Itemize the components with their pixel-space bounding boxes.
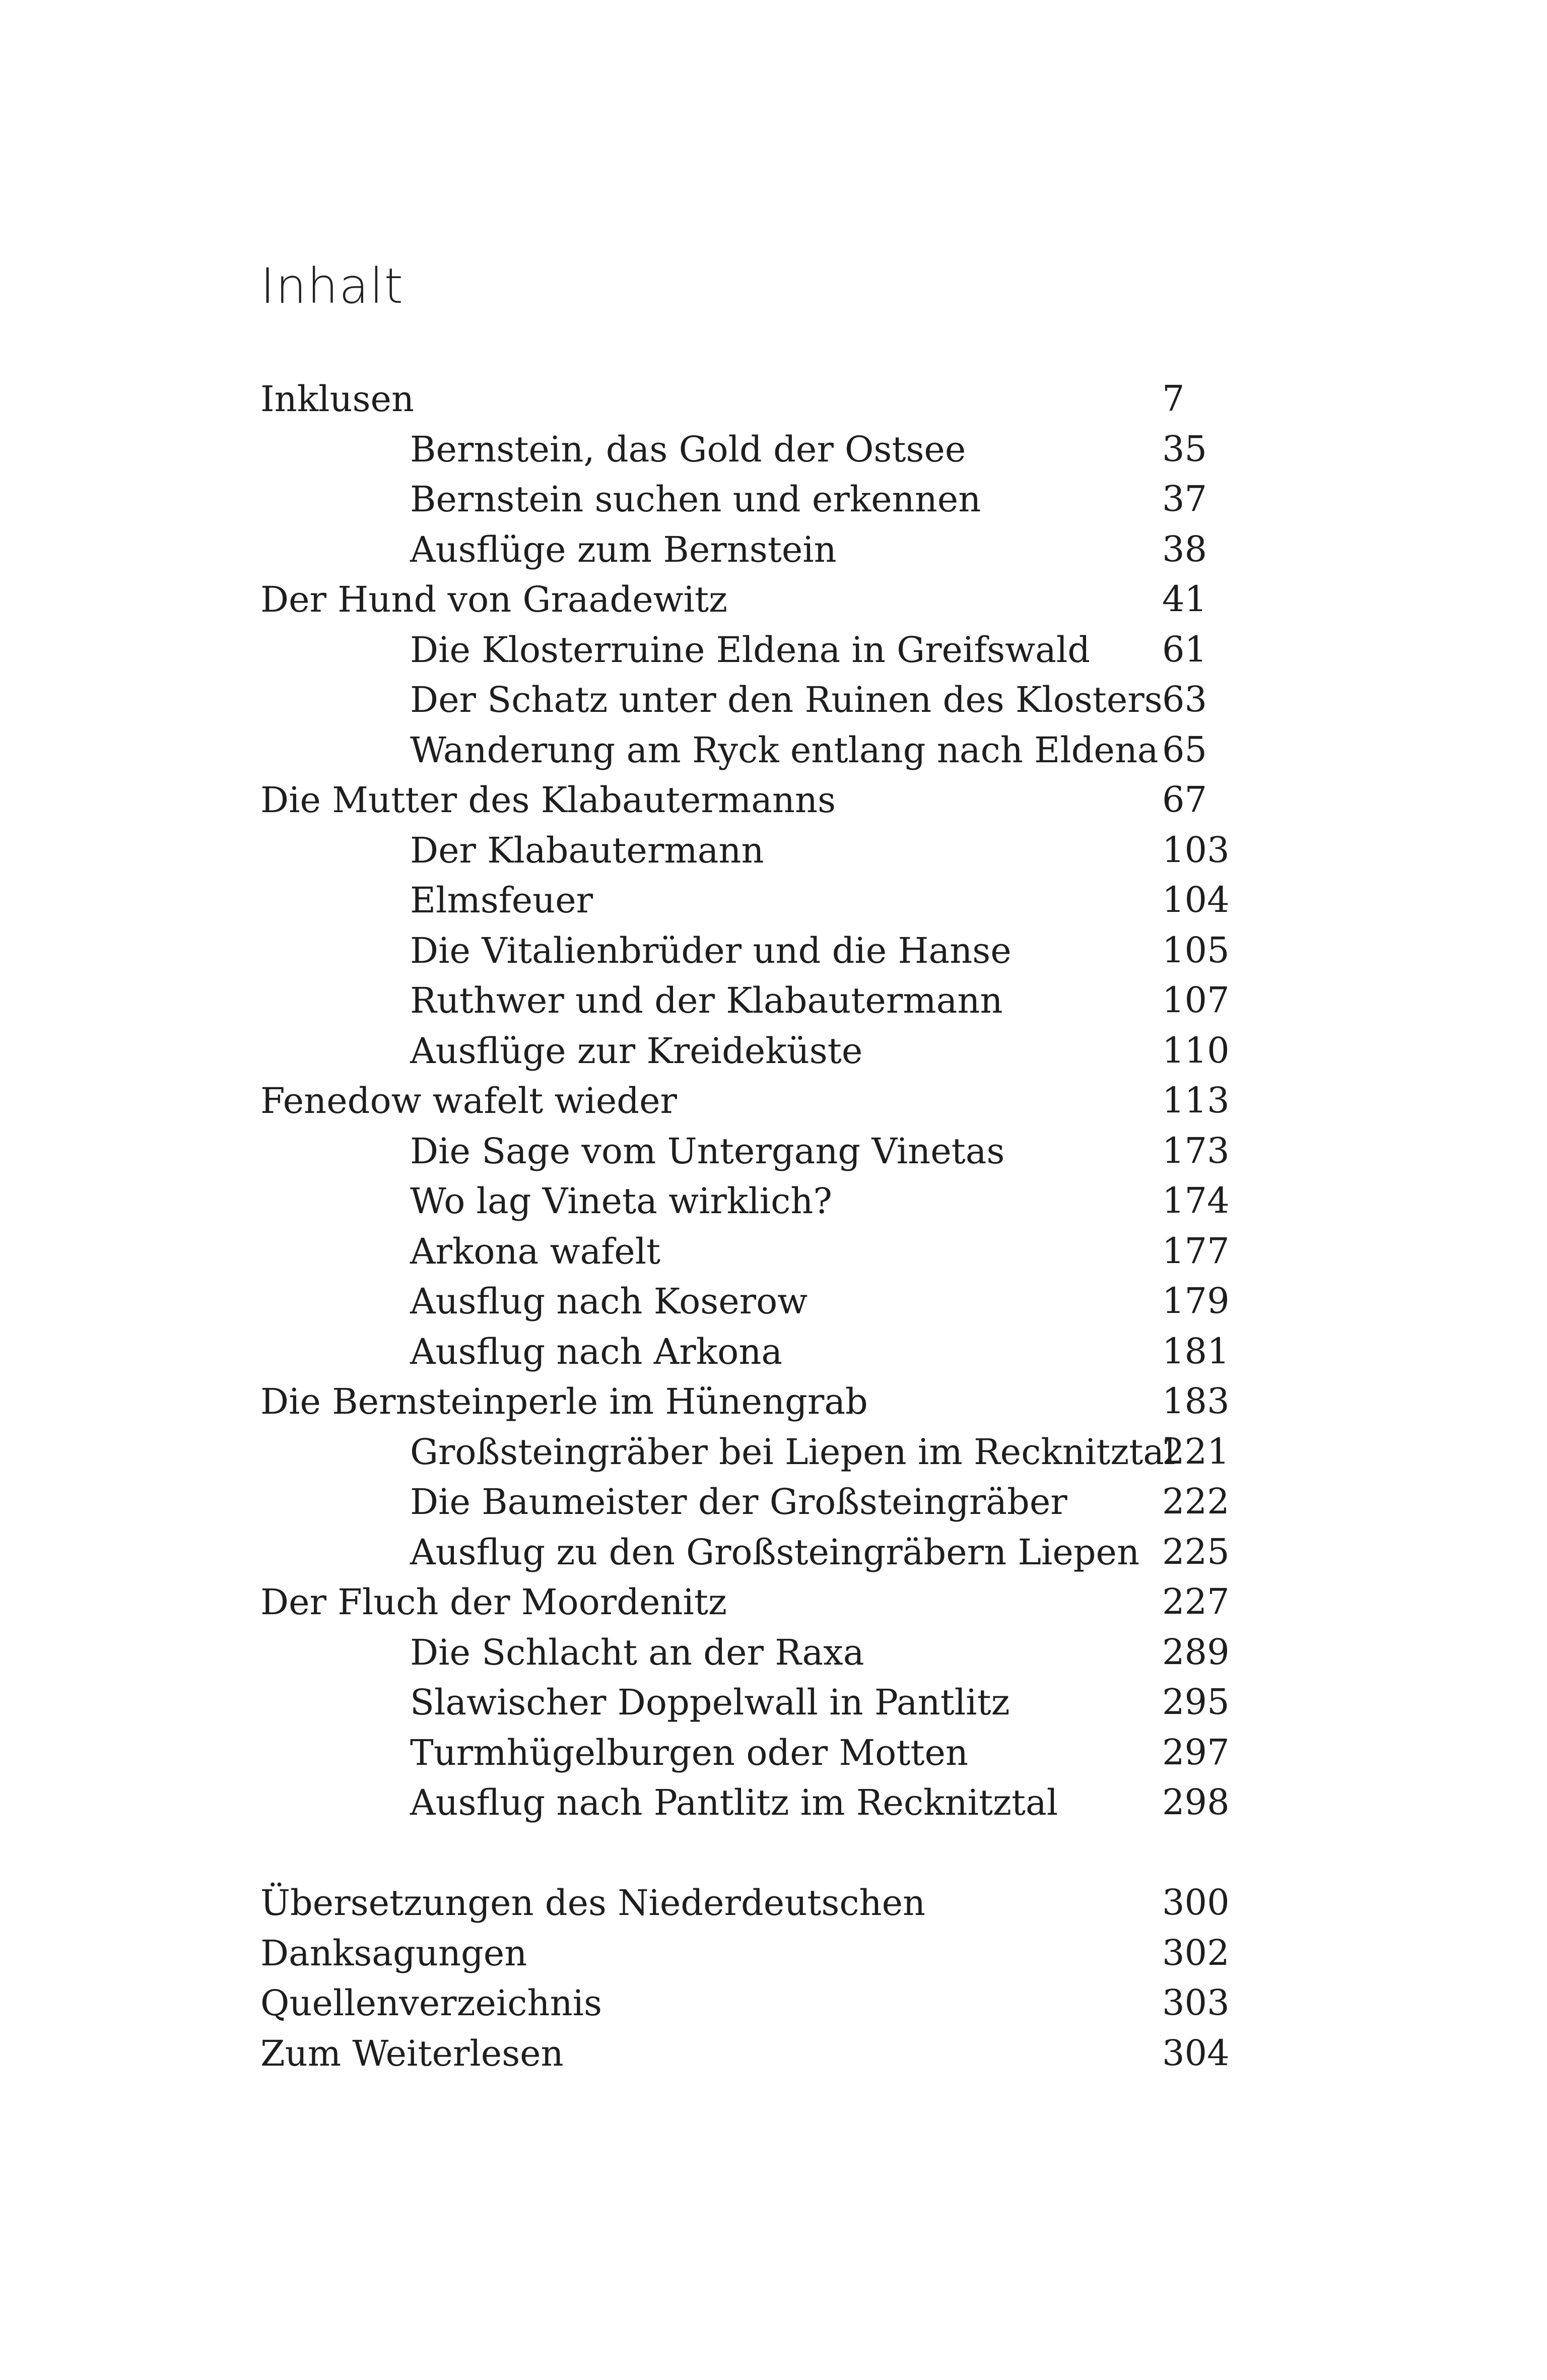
toc-subentry xyxy=(260,1477,1233,1527)
toc-subentry xyxy=(260,1677,1233,1728)
toc-subentry-title: Ruthwer und der Klabautermann xyxy=(410,980,1003,1021)
toc-subentry-title: Elmsfeuer xyxy=(410,880,593,921)
toc-page-number: 303 xyxy=(1162,1982,1230,2023)
toc-subentry xyxy=(260,524,1233,575)
toc-page-number: 37 xyxy=(1162,478,1207,519)
toc-subentry-title: Ausflug nach Arkona xyxy=(410,1331,783,1372)
toc-subentry-title: Der Schatz unter den Ruinen des Klosters xyxy=(410,679,1163,720)
toc-page-number: 177 xyxy=(1162,1230,1230,1272)
toc-page-number: 297 xyxy=(1162,1731,1230,1773)
toc-subentry xyxy=(260,474,1233,524)
toc-page-number: 225 xyxy=(1162,1531,1230,1572)
toc-subentry-title: Die Schlacht an der Raxa xyxy=(410,1631,864,1673)
toc-entry xyxy=(260,1577,1233,1627)
toc-entry xyxy=(260,574,1233,625)
toc-page-number: 113 xyxy=(1162,1080,1230,1121)
toc-subentry-title: Die Baumeister der Großsteingräber xyxy=(410,1481,1067,1523)
toc-entry-title: Zum Weiterlesen xyxy=(260,2032,564,2074)
toc-subentry-title: Bernstein suchen und erkennen xyxy=(410,479,981,520)
toc-page-number: 38 xyxy=(1162,528,1207,570)
toc-page-number: 110 xyxy=(1162,1029,1230,1071)
toc-subentry xyxy=(260,1226,1233,1277)
toc-page-number: 174 xyxy=(1162,1180,1230,1221)
toc-subentry xyxy=(260,725,1233,775)
toc-page-number: 104 xyxy=(1162,879,1230,920)
toc-subentry-title: Arkona wafelt xyxy=(410,1230,661,1272)
toc-page-number: 181 xyxy=(1162,1330,1230,1372)
toc-entry-title: Der Hund von Graadewitz xyxy=(260,579,727,620)
toc-page-number: 289 xyxy=(1162,1631,1230,1673)
toc-subentry-title: Ausflug zu den Großsteingräbern Liepen xyxy=(410,1531,1140,1573)
toc-page-number: 295 xyxy=(1162,1681,1230,1723)
toc-subentry xyxy=(260,1126,1233,1176)
toc-subentry xyxy=(260,1327,1233,1377)
toc-subentry xyxy=(260,1427,1233,1477)
toc-entry xyxy=(260,1376,1233,1427)
toc-page-number: 221 xyxy=(1162,1430,1230,1472)
table-of-contents xyxy=(260,374,1233,2078)
toc-subentry xyxy=(260,1728,1233,1778)
toc-page-number: 183 xyxy=(1162,1380,1230,1422)
toc-entry-title: Übersetzungen des Niederdeutschen xyxy=(260,1882,926,1924)
toc-entry xyxy=(260,1878,1233,1928)
toc-page-number: 61 xyxy=(1162,628,1207,670)
toc-subentry-title: Die Vitalienbrüder und die Hanse xyxy=(410,930,1012,971)
toc-subentry xyxy=(260,1026,1233,1076)
toc-page-number: 222 xyxy=(1162,1481,1230,1522)
toc-entry xyxy=(260,2028,1233,2079)
toc-entry xyxy=(260,1978,1233,2028)
toc-page-number: 65 xyxy=(1162,729,1207,770)
toc-page-number: 7 xyxy=(1162,378,1185,419)
toc-entry-title: Die Mutter des Klabautermanns xyxy=(260,779,836,821)
toc-subentry xyxy=(260,825,1233,876)
toc-subentry xyxy=(260,925,1233,976)
toc-subentry-title: Slawischer Doppelwall in Pantlitz xyxy=(410,1682,1010,1723)
toc-subentry xyxy=(260,1176,1233,1226)
toc-subentry xyxy=(260,1527,1233,1577)
toc-subentry-title: Ausflüge zur Kreideküste xyxy=(410,1030,863,1072)
toc-subentry-title: Ausflug nach Pantlitz im Recknitztal xyxy=(410,1782,1058,1823)
toc-page-number: 105 xyxy=(1162,929,1230,971)
toc-entry-title: Danksagungen xyxy=(260,1932,527,1974)
toc-subentry-title: Bernstein, das Gold der Ostsee xyxy=(410,428,966,470)
toc-subentry xyxy=(260,1627,1233,1678)
toc-subentry-title: Der Klabautermann xyxy=(410,829,764,871)
toc-entry xyxy=(260,374,1233,424)
toc-entry-title: Quellenverzeichnis xyxy=(260,1982,602,2024)
toc-subentry xyxy=(260,1276,1233,1327)
toc-page-number: 103 xyxy=(1162,829,1230,871)
toc-subentry xyxy=(260,675,1233,725)
toc-page-number: 63 xyxy=(1162,679,1207,720)
toc-entry-title: Inklusen xyxy=(260,378,415,420)
toc-subentry-title: Wanderung am Ryck entlang nach Eldena xyxy=(410,729,1159,771)
toc-subentry xyxy=(260,1777,1233,1828)
toc-subentry-title: Turmhügelburgen oder Motten xyxy=(410,1732,969,1773)
section-spacer xyxy=(260,1828,1233,1878)
toc-entry-title: Der Fluch der Moordenitz xyxy=(260,1581,727,1623)
toc-page-number: 173 xyxy=(1162,1130,1230,1171)
toc-entry xyxy=(260,775,1233,825)
toc-entry xyxy=(260,1928,1233,1978)
toc-page-number: 179 xyxy=(1162,1280,1230,1321)
toc-subentry xyxy=(260,424,1233,475)
toc-page-number: 35 xyxy=(1162,428,1207,470)
toc-page-number: 302 xyxy=(1162,1932,1230,1973)
page-title: Inhalt xyxy=(260,258,405,314)
toc-page-number: 41 xyxy=(1162,578,1207,620)
toc-entry-title: Die Bernsteinperle im Hünengrab xyxy=(260,1381,868,1422)
toc-entry xyxy=(260,1076,1233,1126)
toc-page-number: 67 xyxy=(1162,779,1207,820)
toc-subentry xyxy=(260,875,1233,925)
toc-subentry-title: Wo lag Vineta wirklich? xyxy=(410,1180,832,1222)
toc-page-number: 304 xyxy=(1162,2032,1230,2074)
toc-subentry-title: Großsteingräber bei Liepen im Recknitztal xyxy=(410,1431,1176,1473)
toc-page-number: 227 xyxy=(1162,1581,1230,1622)
toc-entry-title: Fenedow wafelt wieder xyxy=(260,1080,677,1121)
toc-page-number: 300 xyxy=(1162,1882,1230,1923)
toc-page-number: 107 xyxy=(1162,979,1230,1021)
toc-page-number: 298 xyxy=(1162,1781,1230,1823)
toc-subentry xyxy=(260,975,1233,1026)
toc-subentry-title: Ausflug nach Koserow xyxy=(410,1281,808,1322)
toc-subentry-title: Die Klosterruine Eldena in Greifswald xyxy=(410,629,1091,671)
toc-subentry xyxy=(260,625,1233,675)
toc-subentry-title: Die Sage vom Untergang Vinetas xyxy=(410,1130,1005,1172)
toc-subentry-title: Ausflüge zum Bernstein xyxy=(410,528,837,570)
